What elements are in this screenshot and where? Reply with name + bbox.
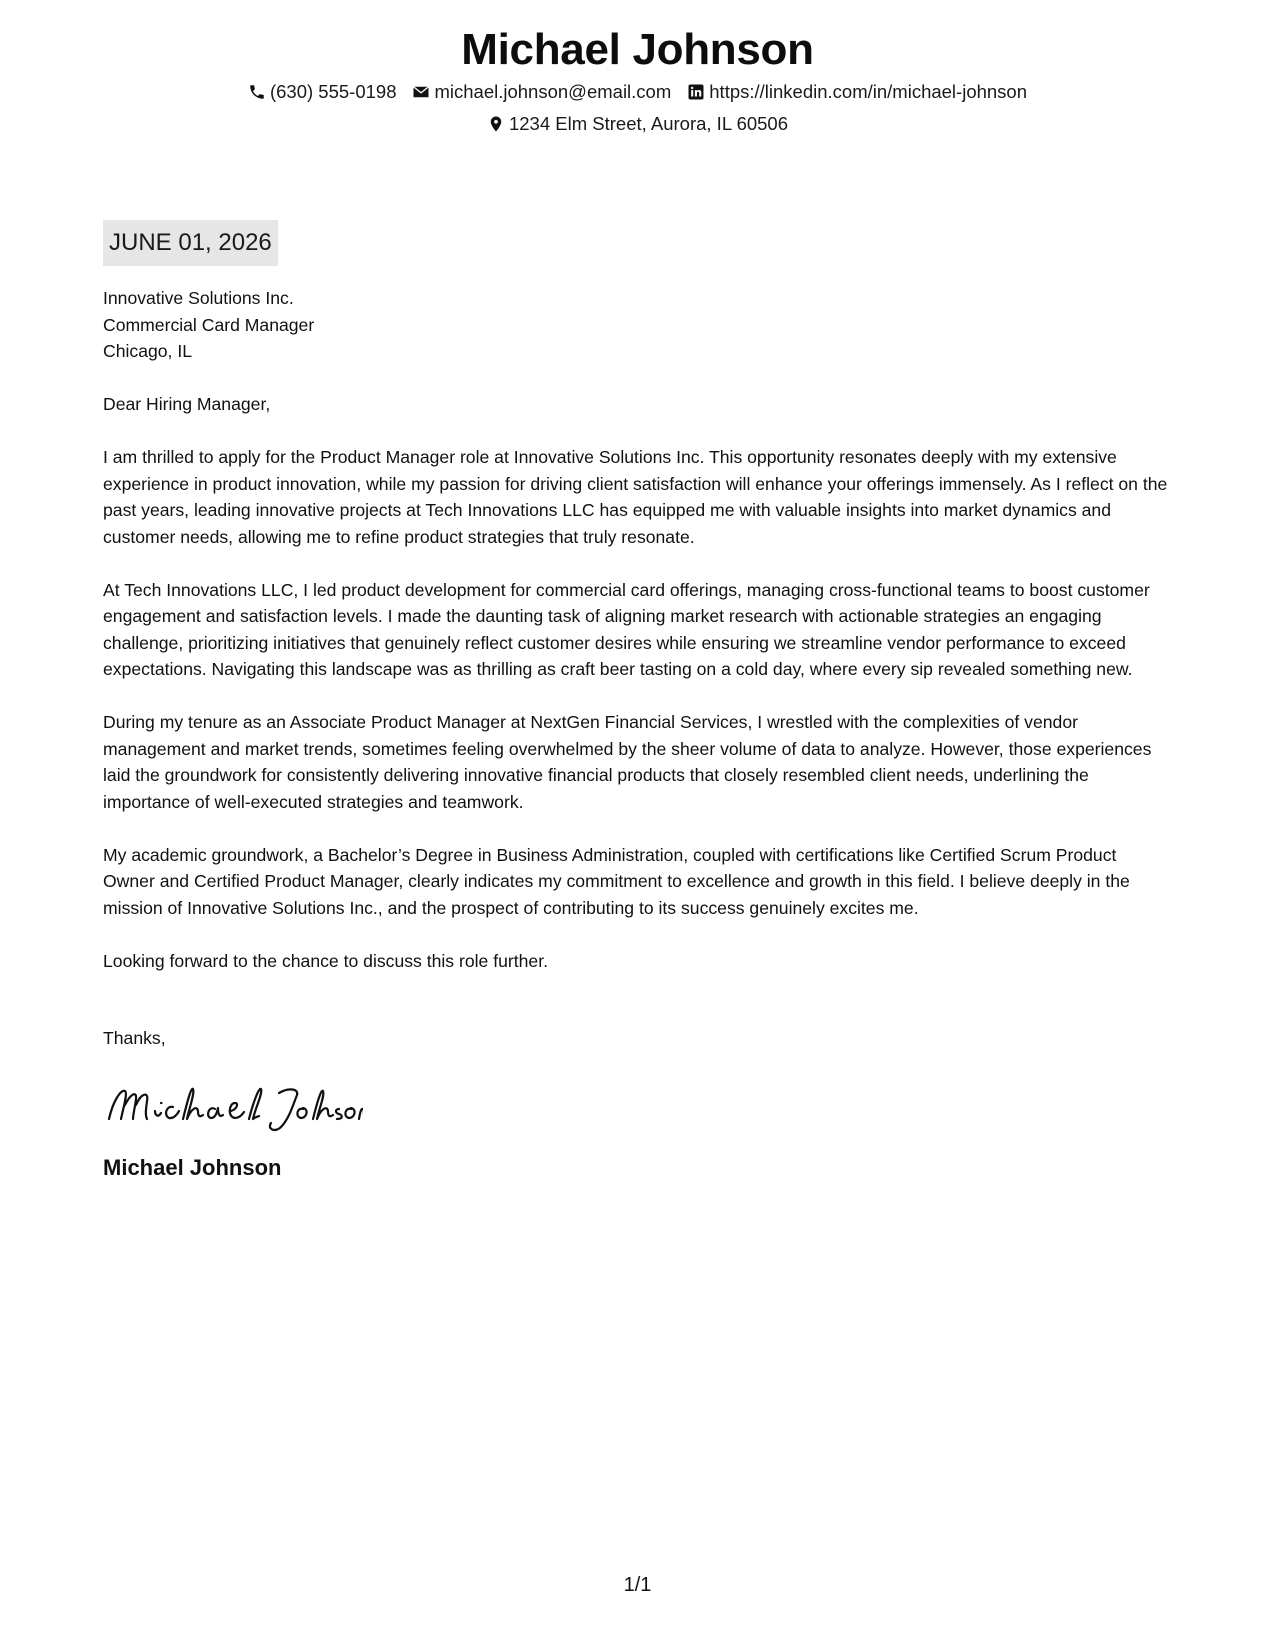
contact-linkedin[interactable] — [687, 80, 1027, 104]
salutation: Dear Hiring Manager, — [103, 394, 271, 414]
applicant-name: Michael Johnson — [461, 25, 814, 74]
letter-date: JUNE 01, 2026 — [103, 220, 278, 266]
email-link[interactable]: michael.johnson@email.com — [434, 81, 672, 102]
closing: Thanks, — [103, 1027, 166, 1048]
linkedin-icon — [687, 83, 705, 101]
paragraph-closing-line: Looking forward to the chance to discuss this role further. — [103, 950, 548, 971]
map-pin-icon — [487, 115, 505, 133]
phone-text: (630) 555-0198 — [269, 81, 397, 102]
linkedin-link[interactable]: https://linkedin.com/in/michael-johnson — [709, 81, 1028, 102]
address-text: 1234 Elm Street, Aurora, IL 60506 — [508, 113, 789, 134]
envelope-icon — [412, 83, 430, 101]
contact-phone — [248, 80, 397, 104]
letter-body — [103, 285, 1169, 1183]
recipient-block — [103, 285, 1169, 365]
handwritten-signature-icon — [103, 1075, 363, 1135]
contact-line-primary — [0, 80, 1275, 104]
paragraph-intro: I am thrilled to apply for the Product Manager role at Innovative Solutions Inc. This opportunity resonates deeply with my extensive experience in product innovation, while my passion for driving client satisfaction will enhance your offerings immensely. As I reflect on the past years, leading innovative projects at Tech Innovations LLC has equipped me with valuable insights into market dynamics and customer needs, allowing me to refine product strategies that truly resonate. — [103, 447, 1168, 547]
paragraph-nextgen: During my tenure as an Associate Product Manager at NextGen Financial Services, I wrestled with the complexities of vendor management and market trends, sometimes feeling overwhelmed by the sheer volume of data to analyze. However, those experiences laid the groundwork for consistently delivering innovative financial products that closely resembled client needs, underlining the importance of well-executed strategies and teamwork. — [103, 712, 1152, 812]
contact-line-address — [0, 112, 1275, 136]
page-number: 1/1 — [623, 1574, 652, 1596]
contact-address — [487, 112, 788, 136]
paragraph-education: My academic groundwork, a Bachelor’s Degree in Business Administration, coupled with certifications like Certified Scrum Product Owner and Certified Product Manager, clearly indicates my commitment to excellence and growth in this field. I believe deeply in the mission of Innovative Solutions Inc., and the prospect of contributing to its success genuinely excites me. — [103, 844, 1130, 918]
phone-icon — [248, 83, 266, 101]
recipient-company: Innovative Solutions Inc. — [103, 288, 294, 308]
recipient-location: Chicago, IL — [103, 341, 192, 361]
paragraph-tech-innovations: At Tech Innovations LLC, I led product development for commercial card offerings, managing cross-functional teams to boost customer engagement and satisfaction levels. I made the daunting task of aligning market research with actionable strategies an engaging challenge, prioritizing initiatives that genuinely reflect customer desires while ensuring we streamline vendor performance to exceed expectations. Navigating this landscape was as thrilling as craft beer tasting on a cold day, where every sip revealed something new. — [103, 579, 1150, 679]
contact-email[interactable] — [412, 80, 671, 104]
recipient-title: Commercial Card Manager — [103, 314, 315, 335]
signer-name: Michael Johnson — [103, 1155, 282, 1180]
signature — [103, 1075, 1169, 1135]
